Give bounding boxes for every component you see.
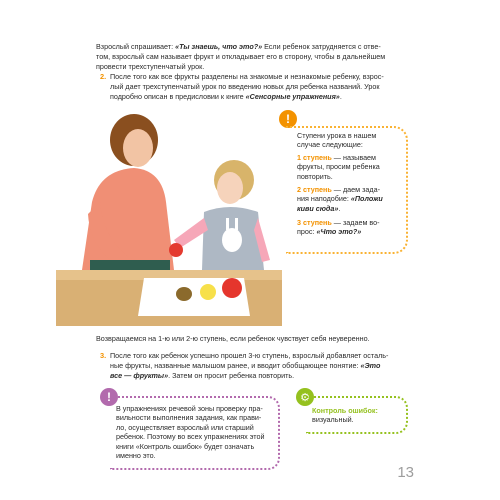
- page-number: 13: [397, 464, 414, 481]
- callout-step-1: 1 ступень — называем фрукты, просим ребенка повторить.: [297, 153, 380, 181]
- item-2-line-1: После того как все фрукты разделены на знакомые и незнакомые ребенку, взрос-: [110, 72, 384, 81]
- item-2-number: 2.: [100, 72, 107, 81]
- return-line: Возвращаемся на 1-ю или 2-ю ступень, если ребенок чувствует себя неуверенно.: [96, 334, 370, 343]
- gears-icon: ⚙: [296, 388, 314, 406]
- control-box-text: [312, 406, 404, 425]
- note-box-text: В упражнениях речевой зоны проверку пра- вильности выполнения задания, как прави- ло, осуществляет взрослый или старший ребенок. Поэтому во всех упражнениях этой книги «Контроль ошибок» будет означать именно это.: [116, 404, 265, 461]
- intro-line-1: Взрослый спрашивает: «Ты знаешь, что это?» Если ребенок затрудняется с отве-: [96, 42, 381, 51]
- intro-line-3: провести трехступенчатый урок.: [96, 62, 205, 71]
- item-3-line-1: После того как ребенок успешно прошел 3-ю ступень, взрослый добавляет осталь-: [110, 351, 389, 360]
- control-value: визуальный.: [312, 415, 354, 425]
- intro-line-2: том, взрослый сам называет фрукт и откладывает его в сторону, чтобы в дальнейшем: [96, 52, 386, 61]
- control-label: Контроль ошибок:: [312, 406, 378, 415]
- callout-exclamation-icon: !: [279, 110, 297, 128]
- item-2-line-3: подробно описан в предисловии к книге «Сенсорные упражнения».: [110, 92, 342, 101]
- callout-step-2: 2 ступень — даем зада- ния наподобие: «Положи киви сюда».: [297, 185, 383, 213]
- lesson-photo: [34, 110, 282, 326]
- callout-step-3: 3 ступень — задаем во- прос: «Что это?»: [297, 218, 380, 237]
- callout-intro: Ступени урока в нашем случае следующие:: [297, 131, 377, 150]
- item-3-line-3: все — фрукты». Затем он просит ребенка повторить.: [110, 371, 295, 380]
- item-2-line-2: лый дает трехступенчатый урок по введению новых для ребенка названий. Урок: [110, 82, 380, 91]
- item-3-number: 3.: [100, 351, 107, 360]
- item-3-line-2: ные фрукты, названные малышом ранее, и вводит обобщающее понятие: «Это: [110, 361, 381, 370]
- note-exclamation-icon: !: [100, 388, 118, 406]
